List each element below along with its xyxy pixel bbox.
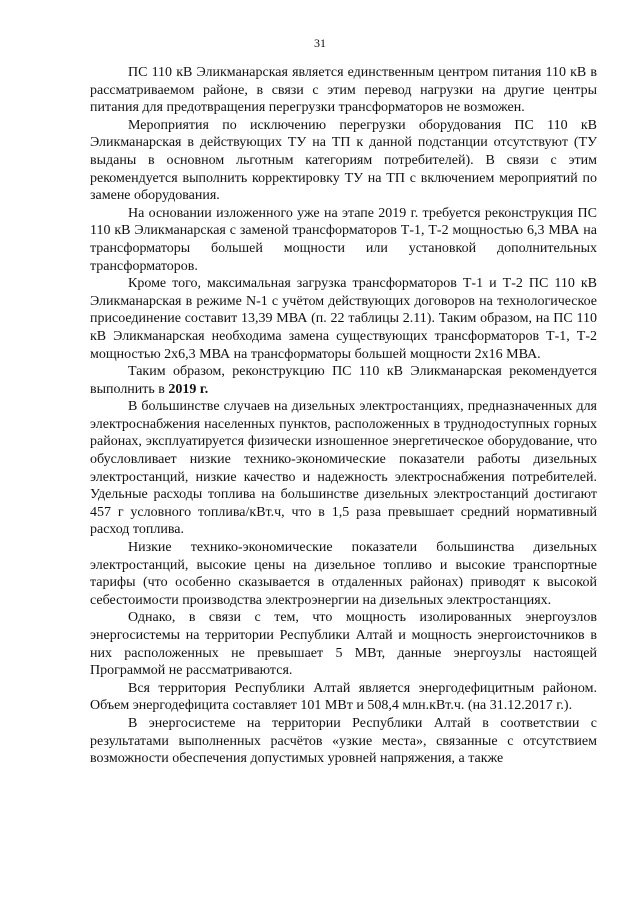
paragraph — [90, 680, 597, 715]
bold-year: 2019 г. — [168, 381, 209, 397]
page-number: 31 — [314, 36, 326, 50]
paragraph-text: Мероприятия по исключению перегрузки оборудования ПС 110 кВ Эликманарская в действующих ТУ на ТП к данной подстанции отсутствуют (ТУ выданы в основном льготным категориям потребителей). В связи с этим рекомендуется выполнить корректировку ТУ на ТП с включением мероприятий по замене оборудования. — [90, 117, 597, 204]
paragraph — [90, 64, 597, 117]
paragraph-text: На основании изложенного уже на этапе 2019 г. требуется реконструкция ПС 110 кВ Эликманарская с заменой трансформаторов Т-1, Т-2 мощностью 6,3 МВА на трансформаторы большей мощности или установкой дополнительных трансформаторов. — [90, 205, 597, 274]
paragraph-text: Кроме того, максимальная загрузка трансформаторов Т-1 и Т-2 ПС 110 кВ Эликманарская в режиме N-1 с учётом действующих договоров на технологическое присоединение составит 13,39 МВА (п. 22 таблицы 2.11). Таким образом, на ПС 110 кВ Эликманарская необходима замена существующих трансформаторов Т-1, Т-2 мощностью 2х6,3 МВА на трансформаторы большей мощности 2х16 МВА. — [90, 276, 597, 362]
paragraph — [90, 398, 597, 539]
paragraph-text: ПС 110 кВ Эликманарская является единственным центром питания 110 кВ в рассматриваемом районе, в связи с этим перевод нагрузки на другие центры питания для предотвращения перегрузки трансформаторов не возможен. — [90, 65, 597, 116]
paragraph-text: Однако, в связи с тем, что мощность изолированных энергоузлов энергосистемы на территории Республики Алтай и мощность энергоисточников в них расположенных не превышает 5 МВт, данные энергоузлы настоящей Программой не рассматриваются. — [90, 610, 597, 679]
paragraph — [90, 539, 597, 609]
paragraph — [90, 275, 597, 363]
paragraph-text: Таким образом, реконструкцию ПС 110 кВ Эликманарская рекомендуется выполнить в — [90, 364, 597, 397]
paragraph-text: В большинстве случаев на дизельных электростанциях, предназначенных для электроснабжения населенных пунктов, расположенных в труднодоступных горных районах, эксплуатируется физически изношенное энергетическое оборудование, что обусловливает низкие технико-экономические показатели работы дизельных электростанций, низкие качество и надежность электроснабжения потребителей. Удельные расходы топлива на большинстве дизельных электростанций достигают 457 г условного топлива/кВт.ч, что в 1,5 раза превышает средний нормативный расход топлива. — [90, 399, 597, 538]
paragraph — [90, 363, 597, 398]
paragraph-text: Вся территория Республики Алтай является энергодефицитным районом. Объем энергодефицита составляет 101 МВт и 508,4 млн.кВт.ч. (на 31.12.2017 г.). — [90, 680, 597, 714]
paragraph-text: В энергосистеме на территории Республики Алтай в соответствии с результатами выполненных расчётов «узкие места», связанные с отсутствием возможности обеспечения допустимых уровней напряжения, а также — [90, 715, 597, 767]
paragraph — [90, 205, 597, 275]
body-text — [90, 64, 597, 768]
paragraph — [90, 609, 597, 679]
paragraph — [90, 715, 597, 768]
paragraph-text: Низкие технико-экономические показатели большинства дизельных электростанций, высокие цены на дизельное топливо и высокие транспортные тарифы (что особенно сказывается в отдаленных районах) приводят к высокой себестоимости производства электроэнергии на дизельных электростанциях. — [90, 540, 597, 608]
paragraph — [90, 117, 597, 205]
